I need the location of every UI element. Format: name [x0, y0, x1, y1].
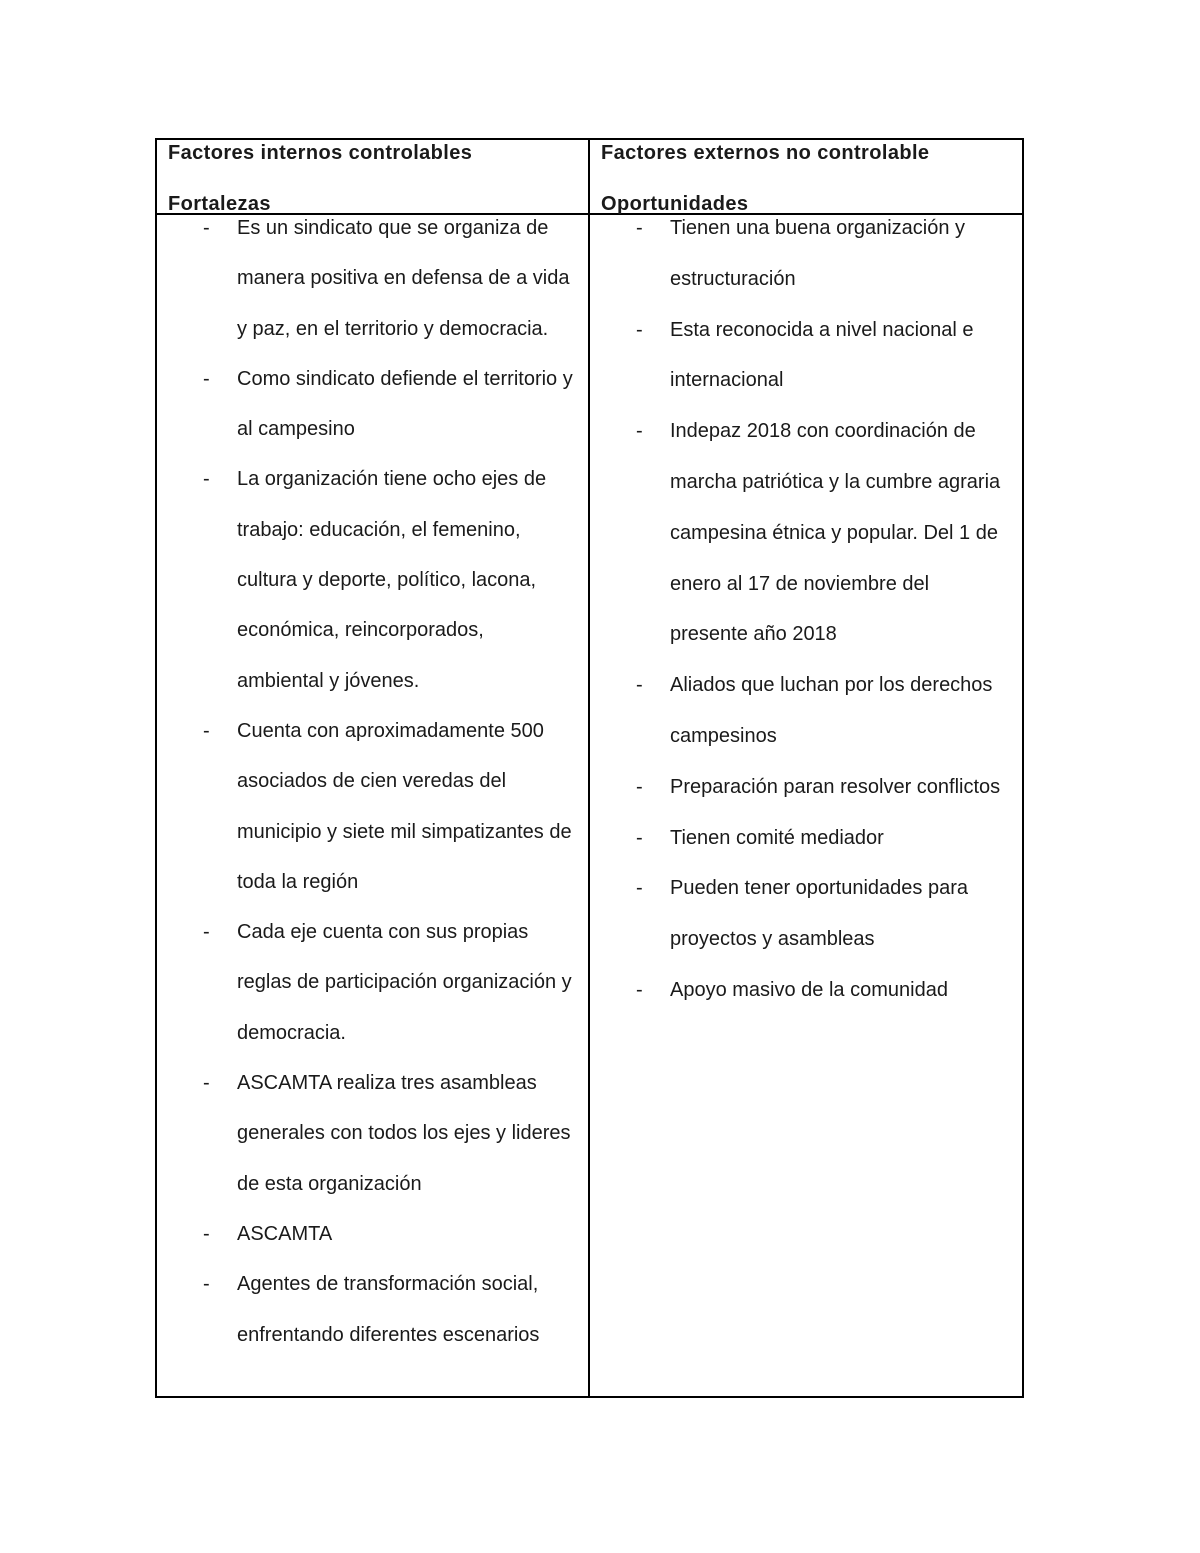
bullet-dash: -	[636, 877, 643, 900]
list-item	[590, 406, 1022, 660]
bullet-dash: -	[636, 217, 643, 239]
list-item	[157, 907, 588, 1058]
list-item-text: Apoyo masivo de la comunidad	[670, 978, 948, 1001]
swot-table	[155, 138, 1024, 1398]
bullet-dash: -	[203, 367, 210, 390]
bullet-dash: -	[203, 468, 210, 491]
bullet-dash: -	[636, 674, 643, 697]
list-item-text: Agentes de transformación social, enfrentando diferentes escenarios	[237, 1273, 540, 1346]
header-internal-title: Factores internos controlables	[168, 142, 473, 164]
list-item-text: Tienen comité mediador	[670, 826, 884, 849]
bullet-dash: -	[203, 1072, 210, 1095]
bullet-dash: -	[636, 775, 643, 798]
bullet-dash: -	[203, 217, 210, 239]
list-item-text: ASCAMTA	[237, 1222, 333, 1245]
bullet-dash: -	[203, 921, 210, 944]
list-item-text: La organización tiene ocho ejes de trabajo: educación, el femenino, cultura y deporte, político, lacona, económica, reincorporados, ambiental y jóvenes.	[237, 468, 547, 692]
list-item	[157, 1058, 588, 1209]
bullet-dash: -	[203, 1222, 210, 1245]
list-item	[590, 305, 1022, 407]
bullet-dash: -	[203, 1273, 210, 1296]
header-fortalezas: Fortalezas	[168, 193, 271, 215]
oportunidades-cell	[589, 214, 1023, 1397]
list-item-text: Aliados que luchan por los derechos campesinos	[670, 674, 993, 747]
oportunidades-list	[590, 203, 1022, 1016]
header-external-title: Factores externos no controlable	[601, 142, 930, 164]
list-item-text: Tienen una buena organización y estructuración	[670, 217, 966, 290]
list-item	[157, 1259, 588, 1360]
list-item	[590, 863, 1022, 965]
bullet-dash: -	[203, 719, 210, 742]
list-item-text: Cuenta con aproximadamente 500 asociados de cien veredas del municipio y siete mil simpatizantes de toda la región	[237, 719, 572, 893]
bullet-dash: -	[636, 978, 643, 1001]
fortalezas-cell	[156, 214, 589, 1397]
list-item-text: ASCAMTA realiza tres asambleas generales con todos los ejes y lideres de esta organización	[237, 1072, 571, 1195]
list-item	[590, 965, 1022, 1016]
list-item	[590, 660, 1022, 762]
list-item-text: Cada eje cuenta con sus propias reglas de participación organización y democracia.	[237, 921, 572, 1044]
list-item	[157, 354, 588, 455]
list-item	[157, 706, 588, 907]
list-item-text: Es un sindicato que se organiza de manera positiva en defensa de a vida y paz, en el territorio y democracia.	[237, 217, 570, 340]
header-oportunidades: Oportunidades	[601, 193, 749, 215]
table-body-row	[156, 214, 1023, 1397]
bullet-dash: -	[636, 420, 643, 443]
list-item-text: Preparación paran resolver conflictos	[670, 775, 1001, 798]
list-item-text: Indepaz 2018 con coordinación de marcha patriótica y la cumbre agraria campesina étnica y popular. Del 1 de enero al 17 de noviembre del presente año 2018	[670, 420, 1001, 646]
list-item-text: Como sindicato defiende el territorio y al campesino	[237, 367, 573, 441]
fortalezas-list	[157, 203, 588, 1360]
list-item	[157, 1209, 588, 1259]
list-item	[590, 813, 1022, 864]
list-item	[157, 203, 588, 354]
list-item	[157, 454, 588, 705]
bullet-dash: -	[636, 826, 643, 849]
list-item-text: Esta reconocida a nivel nacional e internacional	[670, 318, 974, 392]
list-item-text: Pueden tener oportunidades para proyectos y asambleas	[670, 877, 969, 951]
bullet-dash: -	[636, 318, 643, 341]
list-item	[590, 203, 1022, 305]
list-item	[590, 762, 1022, 813]
